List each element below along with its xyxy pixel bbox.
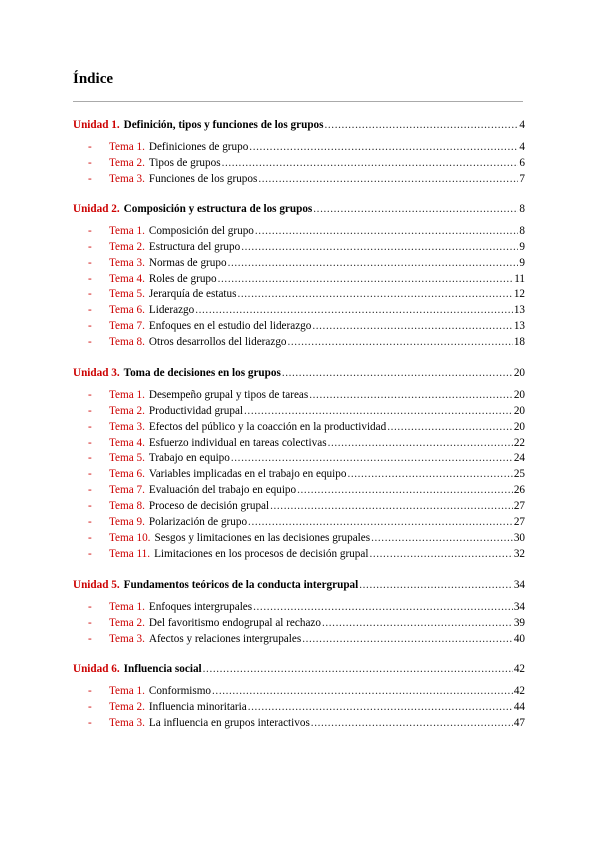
toc-tema-entry[interactable]	[88, 240, 525, 254]
page-number: 22	[513, 436, 525, 449]
page-number: 12	[513, 288, 525, 301]
leader-dots	[270, 499, 513, 513]
leader-dots	[309, 388, 513, 402]
page-number: 20	[513, 389, 525, 401]
leader-dots	[282, 366, 513, 380]
toc-tema-entry[interactable]	[88, 172, 525, 186]
leader-dots	[297, 483, 513, 497]
page-number: 30	[513, 531, 525, 544]
page-number: 8	[519, 203, 525, 215]
page-number: 6	[519, 156, 525, 169]
leader-dots	[249, 140, 518, 154]
leader-dots	[312, 319, 512, 333]
toc-tema-entry[interactable]	[88, 700, 525, 714]
leader-dots	[325, 118, 519, 132]
unit-label: Unidad 3.	[73, 367, 120, 379]
page-number: 18	[513, 335, 525, 348]
unit-title: Influencia social	[123, 663, 202, 675]
unit-label: Unidad 2.	[73, 203, 120, 215]
dash-bullet-icon: -	[88, 320, 92, 333]
page-number: 9	[519, 240, 525, 253]
page-number: 47	[513, 716, 525, 729]
toc-tema-entry[interactable]	[88, 547, 525, 561]
toc-tema-entry[interactable]	[88, 632, 525, 646]
unit-title: Fundamentos teóricos de la conducta intergrupal	[123, 579, 359, 591]
toc-tema-entry[interactable]	[88, 531, 525, 545]
tema-label: Tema 1.	[109, 685, 145, 697]
toc-tema-entry[interactable]	[88, 483, 525, 497]
tema-label: Tema 9.	[109, 515, 145, 528]
toc-tema-entry[interactable]	[88, 684, 525, 698]
dash-bullet-icon: -	[88, 616, 92, 629]
tema-title: Evaluación del trabajo en equipo	[148, 484, 297, 497]
dash-bullet-icon: -	[88, 601, 92, 613]
leader-dots	[237, 287, 512, 301]
tema-title: Composición del grupo	[148, 225, 254, 237]
tema-label: Tema 10.	[109, 531, 151, 544]
tema-title: Roles de grupo	[148, 272, 217, 285]
tema-label: Tema 8.	[109, 335, 145, 348]
tema-title: Enfoques en el estudio del liderazgo	[148, 320, 312, 333]
dash-bullet-icon: -	[88, 484, 92, 497]
tema-label: Tema 4.	[109, 436, 145, 449]
dash-bullet-icon: -	[88, 141, 92, 153]
toc-tema-entry[interactable]	[88, 335, 525, 349]
page-number: 4	[519, 141, 525, 153]
leader-dots	[347, 467, 512, 481]
toc-tema-entry[interactable]	[88, 140, 525, 154]
tema-label: Tema 1.	[109, 141, 145, 153]
tema-label: Tema 11.	[109, 547, 151, 560]
page-number: 42	[513, 663, 525, 675]
unit-label: Unidad 6.	[73, 663, 120, 675]
page-number: 25	[513, 468, 525, 481]
leader-dots	[248, 700, 513, 714]
toc-tema-entry[interactable]	[88, 156, 525, 170]
page-number: 27	[513, 499, 525, 512]
page-number: 32	[513, 547, 525, 560]
tema-label: Tema 7.	[109, 484, 145, 497]
tema-label: Tema 3.	[109, 632, 145, 645]
leader-dots	[248, 515, 513, 529]
leader-dots	[322, 616, 513, 630]
page-number: 34	[513, 601, 525, 613]
tema-title: Desempeño grupal y tipos de tareas	[148, 389, 309, 401]
tema-title: Liderazgo	[148, 304, 195, 317]
dash-bullet-icon: -	[88, 172, 92, 185]
leader-dots	[387, 420, 513, 434]
toc-unit-entry[interactable]	[73, 202, 525, 216]
tema-label: Tema 2.	[109, 240, 145, 253]
toc-tema-entry[interactable]	[88, 224, 525, 238]
toc-tema-entry[interactable]	[88, 287, 525, 301]
tema-title: Estructura del grupo	[148, 240, 241, 253]
leader-dots	[311, 716, 513, 730]
toc-unit-entry[interactable]	[73, 366, 525, 380]
leader-dots	[253, 600, 513, 614]
toc-tema-entry[interactable]	[88, 256, 525, 270]
dash-bullet-icon: -	[88, 452, 92, 465]
leader-dots	[195, 303, 513, 317]
toc-tema-entry[interactable]	[88, 515, 525, 529]
dash-bullet-icon: -	[88, 420, 92, 433]
page-number: 11	[514, 272, 525, 285]
dash-bullet-icon: -	[88, 531, 92, 544]
tema-title: Efectos del público y la coacción en la productividad	[148, 420, 387, 433]
page-number: 20	[513, 367, 525, 379]
tema-title: Enfoques intergrupales	[148, 601, 253, 613]
tema-label: Tema 2.	[109, 616, 145, 629]
tema-label: Tema 3.	[109, 172, 145, 185]
toc-tema-entry[interactable]	[88, 499, 525, 513]
tema-title: Proceso de decisión grupal	[148, 499, 270, 512]
toc-tema-entry[interactable]	[88, 716, 525, 730]
tema-label: Tema 1.	[109, 225, 145, 237]
tema-label: Tema 1.	[109, 389, 145, 401]
toc-tema-entry[interactable]	[88, 451, 525, 465]
leader-dots	[218, 272, 514, 286]
page-number: 4	[519, 119, 525, 131]
page-number: 20	[513, 420, 525, 433]
page-number: 8	[519, 225, 525, 237]
tema-label: Tema 6.	[109, 468, 145, 481]
tema-label: Tema 5.	[109, 288, 145, 301]
dash-bullet-icon: -	[88, 240, 92, 253]
tema-title: Afectos y relaciones intergrupales	[148, 632, 302, 645]
tema-label: Tema 5.	[109, 452, 145, 465]
tema-label: Tema 4.	[109, 272, 145, 285]
dash-bullet-icon: -	[88, 515, 92, 528]
tema-label: Tema 8.	[109, 499, 145, 512]
leader-dots	[371, 531, 513, 545]
dash-bullet-icon: -	[88, 547, 92, 560]
toc-tema-entry[interactable]	[88, 319, 525, 333]
toc-tema-entry[interactable]	[88, 420, 525, 434]
toc-unit-entry[interactable]	[73, 118, 525, 132]
tema-title: Polarización de grupo	[148, 515, 248, 528]
toc-tema-entry[interactable]	[88, 303, 525, 317]
tema-title: Limitaciones en los procesos de decisión grupal	[154, 547, 369, 560]
dash-bullet-icon: -	[88, 700, 92, 713]
dash-bullet-icon: -	[88, 256, 92, 269]
page-number: 13	[513, 304, 525, 317]
leader-dots	[302, 632, 513, 646]
leader-dots	[288, 335, 513, 349]
dash-bullet-icon: -	[88, 436, 92, 449]
unit-title: Definición, tipos y funciones de los grupos	[123, 119, 324, 131]
page-number: 34	[513, 579, 525, 591]
tema-title: Funciones de los grupos	[148, 172, 258, 185]
toc-unit-entry[interactable]	[73, 662, 525, 676]
title-divider	[73, 101, 523, 102]
toc-tema-entry[interactable]	[88, 616, 525, 630]
page-number: 7	[519, 172, 525, 185]
toc-tema-entry[interactable]	[88, 600, 525, 614]
tema-title: Jerarquía de estatus	[148, 288, 237, 301]
toc-tema-entry[interactable]	[88, 272, 525, 286]
page-title: Índice	[73, 71, 114, 87]
page-number: 40	[513, 632, 525, 645]
leader-dots	[212, 684, 513, 698]
unit-label: Unidad 1.	[73, 119, 120, 131]
tema-title: Trabajo en equipo	[148, 452, 230, 465]
dash-bullet-icon: -	[88, 632, 92, 645]
page-number: 9	[519, 256, 525, 269]
tema-title: Productividad grupal	[148, 404, 244, 417]
page-number: 13	[513, 320, 525, 333]
leader-dots	[369, 547, 512, 561]
leader-dots	[359, 578, 513, 592]
tema-label: Tema 1.	[109, 601, 145, 613]
leader-dots	[231, 451, 513, 465]
dash-bullet-icon: -	[88, 304, 92, 317]
dash-bullet-icon: -	[88, 499, 92, 512]
page-number: 26	[513, 484, 525, 497]
tema-title: Variables implicadas en el trabajo en equipo	[148, 468, 347, 481]
tema-label: Tema 2.	[109, 156, 145, 169]
page-number: 42	[513, 685, 525, 697]
tema-label: Tema 3.	[109, 256, 145, 269]
leader-dots	[258, 172, 518, 186]
leader-dots	[228, 256, 519, 270]
leader-dots	[244, 404, 513, 418]
unit-title: Composición y estructura de los grupos	[123, 203, 313, 215]
dash-bullet-icon: -	[88, 389, 92, 401]
dash-bullet-icon: -	[88, 225, 92, 237]
leader-dots	[255, 224, 519, 238]
leader-dots	[241, 240, 518, 254]
tema-label: Tema 6.	[109, 304, 145, 317]
dash-bullet-icon: -	[88, 272, 92, 285]
tema-title: Esfuerzo individual en tareas colectivas	[148, 436, 327, 449]
tema-title: Definiciones de grupo	[148, 141, 249, 153]
leader-dots	[203, 662, 513, 676]
dash-bullet-icon: -	[88, 156, 92, 169]
leader-dots	[313, 202, 518, 216]
dash-bullet-icon: -	[88, 716, 92, 729]
toc-tema-entry[interactable]	[88, 436, 525, 450]
tema-title: Otros desarrollos del liderazgo	[148, 335, 287, 348]
toc-tema-entry[interactable]	[88, 404, 525, 418]
page-number: 20	[513, 404, 525, 417]
unit-title: Toma de decisiones en los grupos	[123, 367, 281, 379]
tema-label: Tema 2.	[109, 404, 145, 417]
tema-title: Conformismo	[148, 685, 212, 697]
dash-bullet-icon: -	[88, 468, 92, 481]
toc-unit-entry[interactable]	[73, 578, 525, 592]
unit-label: Unidad 5.	[73, 579, 120, 591]
tema-label: Tema 7.	[109, 320, 145, 333]
toc-tema-entry[interactable]	[88, 388, 525, 402]
leader-dots	[328, 436, 513, 450]
tema-label: Tema 3.	[109, 420, 145, 433]
dash-bullet-icon: -	[88, 404, 92, 417]
page-number: 44	[513, 700, 525, 713]
tema-title: Sesgos y limitaciones en las decisiones grupales	[154, 531, 371, 544]
tema-label: Tema 3.	[109, 716, 145, 729]
dash-bullet-icon: -	[88, 288, 92, 301]
tema-title: La influencia en grupos interactivos	[148, 716, 310, 729]
page-number: 27	[513, 515, 525, 528]
tema-title: Normas de grupo	[148, 256, 227, 269]
toc-tema-entry[interactable]	[88, 467, 525, 481]
dash-bullet-icon: -	[88, 335, 92, 348]
page-number: 24	[513, 452, 525, 465]
tema-title: Tipos de grupos	[148, 156, 221, 169]
tema-label: Tema 2.	[109, 700, 145, 713]
page-number: 39	[513, 616, 525, 629]
tema-title: Del favoritismo endogrupal al rechazo	[148, 616, 321, 629]
dash-bullet-icon: -	[88, 685, 92, 697]
tema-title: Influencia minoritaria	[148, 700, 247, 713]
leader-dots	[222, 156, 519, 170]
